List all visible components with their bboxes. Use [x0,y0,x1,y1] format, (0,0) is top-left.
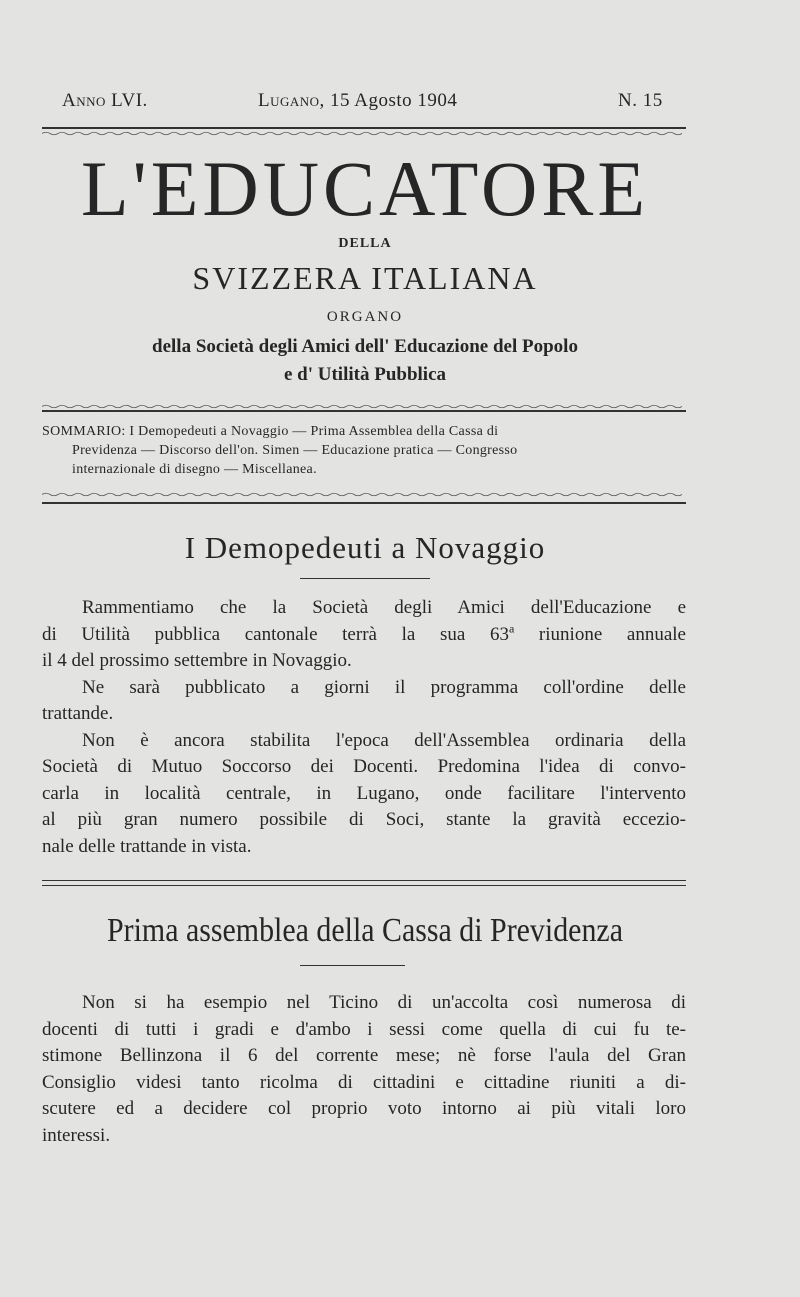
sommario-line-2: Previdenza — Discorso dell'on. Simen — Educazione pratica — Congresso [72,443,518,458]
society-name [0,333,730,389]
sommario-bottom-wavy [42,492,686,497]
sommario-line-3: internazionale di disegno — Miscellanea. [72,462,317,477]
anno-number: LVI. [111,90,148,111]
journal-subtitle: SVIZZERA ITALIANA [192,260,538,296]
article2-title-rule [300,965,405,966]
sommario-top-wavy [42,404,686,409]
article1-line-10: nale delle trattande in vista. [42,835,252,857]
article1-line-8: carla in località centrale, in Lugano, onde facilitare l'intervento [42,782,686,804]
article1-line-7: Società di Mutuo Soccorso dei Docenti. Predomina l'idea di convo- [42,756,686,777]
article2-line-1: Non si ha esempio nel Ticino di un'accolta così numerosa di [82,992,686,1013]
ordinal-superscript: a [508,621,515,636]
article2-line-2: docenti di tutti i gradi e d'ambo i sessi come quella di cui fu te- [42,1018,686,1040]
article1-line-4: Ne sarà pubblicato a giorni il programma coll'ordine delle [82,676,686,698]
article2-line-4: Consiglio videsi tanto ricolma di cittadini e cittadine riuniti a di- [42,1071,686,1093]
issue-number: N. 15 [618,90,663,111]
sommario [42,422,686,479]
article1-line-3: il 4 del prossimo settembre in Novaggio. [42,650,352,671]
article2-line-5: scutere ed a decidere col proprio voto intorno ai più vitali loro [42,1098,686,1119]
section-divider-bottom [42,885,686,886]
article1-line-6: Non è ancora stabilita l'epoca dell'Assemblea ordinaria della [82,729,686,751]
article1-line-2-text: di Utilità pubblica cantonale terrà la sua 63 [42,623,509,645]
article2-line-3: stimone Bellinzona il 6 del corrente mese; nè forse l'aula del Gran [42,1045,686,1066]
article1-line-5: trattande. [42,703,114,724]
article1-body [42,595,686,860]
society-line-1: della Società degli Amici dell' Educazione del Popolo [152,336,578,357]
volume-label [62,90,148,112]
section-divider-top [42,880,686,881]
sommario-line-1: SOMMARIO: I Demopedeuti a Novaggio — Prima Assemblea della Cassa di [42,424,499,439]
article1-line-1: Rammentiamo che la Società degli Amici dell'Educazione e [82,597,686,618]
anno-label: Anno [62,90,106,111]
article2-title: Prima assemblea della Cassa di Previdenza [107,912,623,949]
article1-line-2-tail: riunione annuale [514,623,686,645]
article1-title: I Demopedeuti a Novaggio [184,530,546,565]
article2-line-6: interessi. [42,1124,111,1146]
sommario-top-rule [42,410,686,412]
article1-line-9: al più gran numero possibile di Soci, stante la gravità eccezio- [42,809,686,830]
organo-label: ORGANO [326,309,404,325]
city-label: Lugano [258,90,320,111]
society-line-2: e d' Utilità Pubblica [283,364,447,385]
article1-title-rule [300,578,430,579]
della-label: DELLA [338,236,392,251]
journal-title: L'EDUCATORE [81,145,649,232]
header-wavy-rule [42,131,686,136]
dateline: Lugano, 15 Agosto 1904 [258,90,458,111]
sommario-bottom-rule [42,502,686,504]
date-label: 15 Agosto 1904 [330,90,458,111]
article2-body [42,990,686,1149]
header-rule [42,127,686,129]
article1-line-2 [42,622,686,649]
